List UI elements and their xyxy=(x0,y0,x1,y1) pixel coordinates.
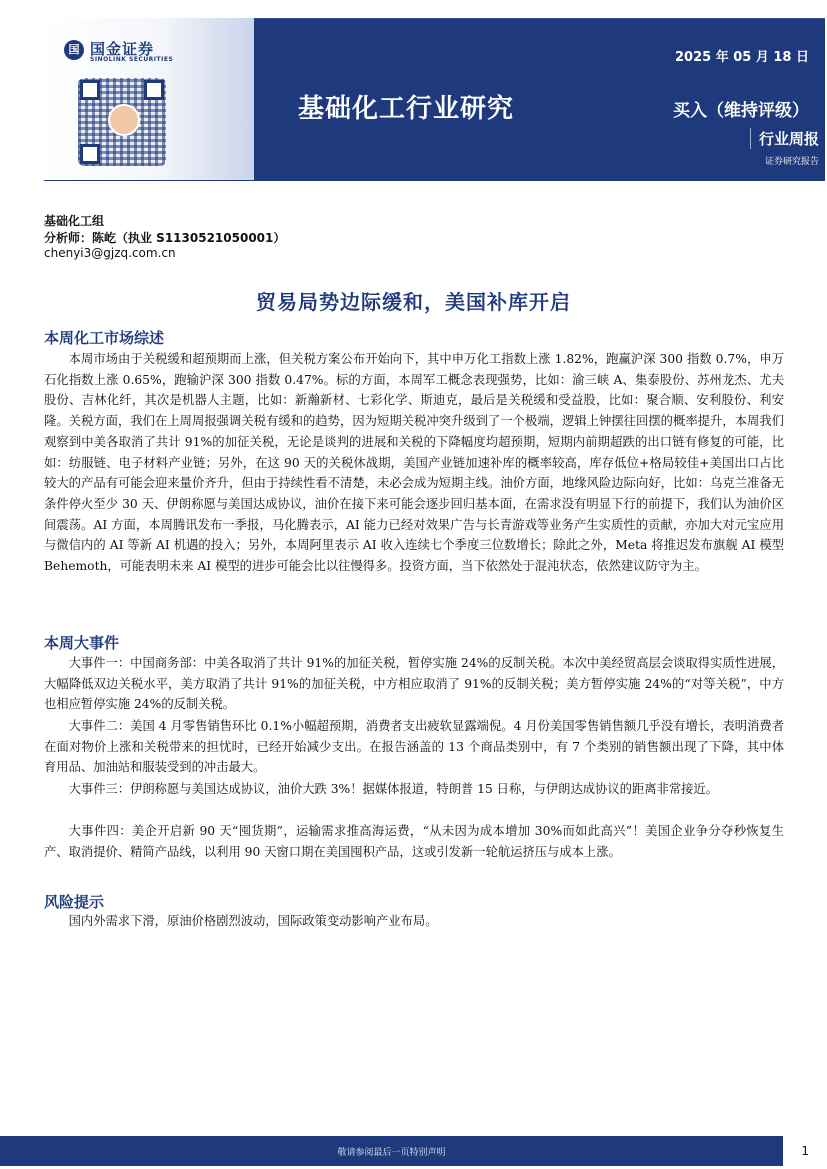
report-type: 行业周报 xyxy=(750,128,819,149)
section-heading-risk: 风险提示 xyxy=(44,893,105,911)
event-item: 大事件三：伊朗称愿与美国达成协议，油价大跌 3%！据媒体报道，特朗普 15 日称，与伊朗达成协议的距离非常接近。 xyxy=(68,782,719,796)
section-heading-market-review: 本周化工市场综述 xyxy=(44,329,165,347)
company-logo-icon: 国 xyxy=(64,40,84,60)
analyst-group: 基础化工组 xyxy=(44,214,105,228)
report-date: 2025 年 05 月 18 日 xyxy=(675,50,809,65)
page-number: 1 xyxy=(801,1144,809,1158)
qr-corner-marker xyxy=(80,80,100,100)
analyst-name: 分析师：陈屹（执业 S1130521050001） xyxy=(44,231,286,245)
event-item: 大事件二：美国 4 月零售销售环比 0.1%小幅超预期，消费者支出疲软显露端倪。4 月份美国零售销售额几乎没有增长，表明消费者在面对物价上涨和关税带来的担忧时，已经开始减少支出。在报告涵盖的 13 个商品类别中，有 7 个类别的销售额出现了下降，其中体育用品、加油站和服装受到的冲击最大。 xyxy=(44,719,784,775)
company-name-en: SINOLINK SECURITIES xyxy=(90,56,174,63)
event-item: 大事件四：美企开启新 90 天“囤货期”，运输需求推高海运费，“从未因为成本增加 30%而如此高兴”！美国企业争分夺秒恢复生产、取消提价、精简产品线，以利用 90 天窗口期在美国囤积产品，这或引发新一轮航运挤压与成本上涨。 xyxy=(44,824,784,859)
qr-corner-marker xyxy=(80,144,100,164)
footer-disclaimer: 敬请参阅最后一页特别声明 xyxy=(337,1148,446,1158)
section-heading-events: 本周大事件 xyxy=(44,634,120,652)
event-item: 大事件一：中国商务部：中美各取消了共计 91%的加征关税，暂停实施 24%的反制关税。本次中美经贸高层会谈取得实质性进展，大幅降低双边关税水平，美方取消了共计 91%的加征关税，中方相应取消了 91%的反制关税；美方暂停实施 24%的“对等关税”，中方也相应暂停实施 24%的反制关税。 xyxy=(44,656,784,712)
analyst-email: chenyi3@gjzq.com.cn xyxy=(44,246,176,260)
rating-badge: 买入（维持评级） xyxy=(673,101,809,121)
risk-paragraph: 国内外需求下滑，原油价格剧烈波动，国际政策变动影响产业布局。 xyxy=(68,914,438,928)
report-category-title: 基础化工行业研究 xyxy=(298,94,515,124)
company-name-cn: 国金证券 xyxy=(90,40,155,58)
qr-center-logo-icon xyxy=(108,104,140,136)
report-subtype: 证券研究报告 xyxy=(764,157,819,167)
market-review-paragraph: 本周市场由于关税缓和超预期而上涨，但关税方案公布开始向下，其中申万化工指数上涨 1.82%，跑赢沪深 300 指数 0.7%，申万石化指数上涨 0.65%，跑输沪深 300 指数 0.47%。标的方面，本周军工概念表现强势，比如：渝三峡 A、集泰股份、苏州龙杰、尤夫股份、吉林化纤，其次是机器人主题，比如：新瀚新材、七彩化学、斯迪克，最后是关税缓和受益股，比如：聚合顺、安利股份、利安隆。关税方面，我们在上周周报强调关税有缓和的趋势，因为短期关税冲突升级到了一个极端，逻辑上钟摆往回摆的概率提升，本周我们观察到中美各取消了共计 91%的加征关税，无论是谈判的进展和关税的下降幅度均超预期，短期内前期超跌的出口链有修复的可能，比如：纺服链、电子材料产业链；另外，在这 90 天的关税休战期，美国产业链加速补库的概率较高，库存低位+格局较佳+美国出口占比较大的产品有可能会迎来量价齐升，但由于持续性看不清楚，未必会成为短期主线。油价方面，地缘风险边际向好，比如：乌克兰准备无条件停火至少 30 天、伊朗称愿与美国达成协议，油价在接下来可能会逐步回归基本面，在需求没有明显下行的前提下，我们认为油价区间震荡。AI 方面，本周腾讯发布一季报，马化腾表示，AI 能力已经对效果广告与长青游戏等业务产生实质性的贡献，亦加大对元宝应用与微信内的 AI 等新 AI 机遇的投入；另外，本周阿里表示 AI 收入连续七个季度三位数增长；除此之外，Meta 将推迟发布旗舰 AI 模型 Behemoth，可能表明未来 AI 模型的进步可能会比以往慢得多。投资方面，当下依然处于混沌状态，依然建议防守为主。 xyxy=(44,352,784,574)
page-title: 贸易局势边际缓和，美国补库开启 xyxy=(256,290,571,314)
qr-corner-marker xyxy=(144,80,164,100)
